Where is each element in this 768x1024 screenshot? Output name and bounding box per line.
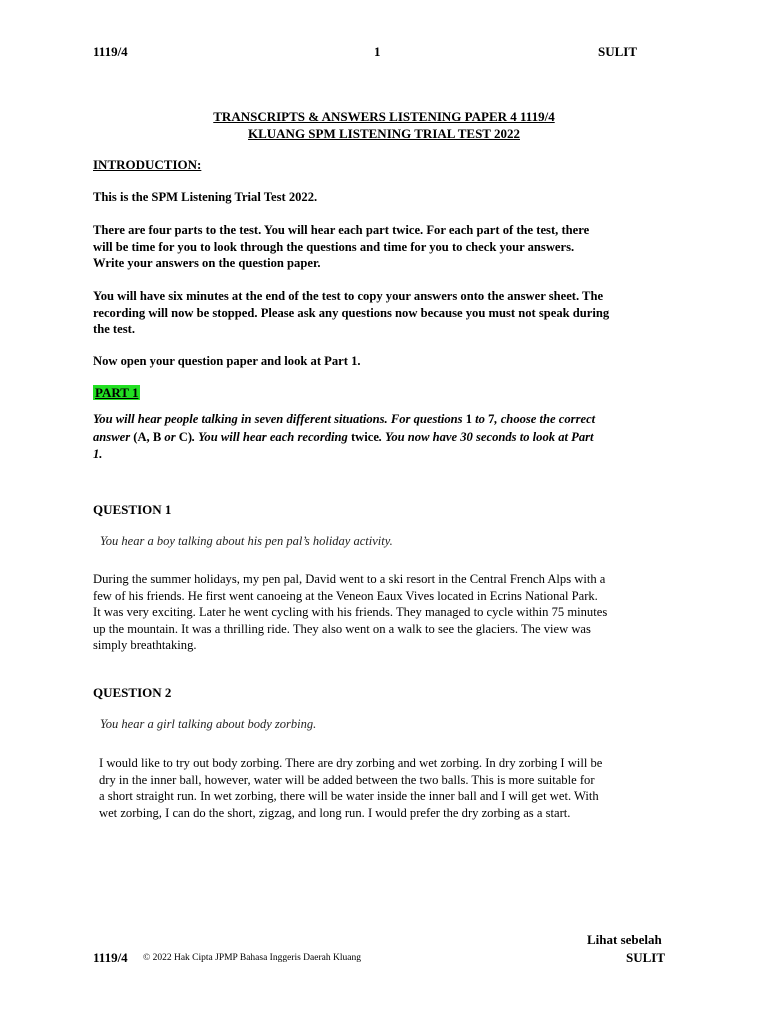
transcript-line: I would like to try out body zorbing. There are dry zorbing and wet zorbing. In dry zorbing I will be (99, 756, 603, 770)
instr-text: or (164, 429, 176, 444)
instr-text: 1. (93, 447, 103, 461)
header-code: 1119/4 (93, 44, 128, 59)
transcript-line: up the mountain. It was a thrilling ride. They also went on a walk to see the glaciers. The view was (93, 621, 591, 636)
instr-text: You will hear people talking in seven different situations. For questions (93, 412, 466, 426)
transcript-line: few of his friends. He first went canoeing at the Veneon Eaux Vives located in Ecrins National Park. (93, 588, 598, 603)
question-2-transcript (99, 755, 679, 821)
instr-text: answer (93, 429, 134, 444)
intro-paragraph-2 (93, 222, 678, 272)
intro-paragraph-3 (93, 288, 678, 338)
instr-text: , choose the correct (494, 412, 596, 426)
instr-num: 7 (488, 412, 495, 426)
instr-text: . You will hear each recording (192, 429, 351, 444)
header-status: SULIT (598, 44, 638, 59)
transcript-line: a short straight run. In wet zorbing, there will be water inside the inner ball and I will get wet. With (99, 789, 599, 804)
question-1-heading: QUESTION 1 (93, 502, 172, 517)
intro-heading: INTRODUCTION: (93, 157, 202, 172)
transcript-line: simply breathtaking. (93, 638, 197, 653)
intro-paragraph-3-line: recording will now be stopped. Please ask any questions now because you must not speak during (93, 305, 610, 320)
part-1-highlight: PART 1 (95, 385, 139, 400)
intro-paragraph-2-line: will be time for you to look through the questions and time for you to check your answers. (93, 239, 575, 254)
transcript-line: During the summer holidays, my pen pal, David went to a ski resort in the Central French Alps with a (93, 572, 606, 586)
instr-options: C) (175, 429, 193, 444)
intro-paragraph-3-line: the test. (93, 322, 135, 337)
part-1-label (93, 385, 678, 402)
question-2-scenario: You hear a girl talking about body zorbing. (100, 717, 317, 731)
intro-paragraph-4: Now open your question paper and look at Part 1. (93, 354, 361, 368)
document-title-line-2: KLUANG SPM LISTENING TRIAL TEST 2022 (248, 126, 520, 141)
question-2-heading: QUESTION 2 (93, 685, 172, 700)
document-title-line-1: TRANSCRIPTS & ANSWERS LISTENING PAPER 4 1119/4 (213, 109, 555, 124)
part-1-instructions (93, 411, 678, 464)
footer-copyright: © 2022 Hak Cipta JPMP Bahasa Inggeris Daerah Kluang (143, 953, 361, 963)
transcript-line: It was very exciting. Later he went cycling with his friends. They managed to cycle within 75 minutes (93, 605, 608, 620)
transcript-line: wet zorbing, I can do the short, zigzag, and long run. I would prefer the dry zorbing as a start. (99, 805, 571, 820)
footer-next-page: Lihat sebelah (587, 932, 662, 947)
instr-text: to (472, 412, 489, 426)
instr-emphasis: twice (350, 429, 379, 444)
intro-paragraph-2-line: Write your answers on the question paper. (93, 256, 321, 271)
page-number: 1 (374, 44, 381, 59)
footer-code: 1119/4 (93, 950, 128, 965)
instr-num: 1 (465, 412, 473, 426)
question-1-scenario: You hear a boy talking about his pen pal’s holiday activity. (100, 534, 393, 548)
intro-paragraph-3-line: You will have six minutes at the end of the test to copy your answers onto the answer sheet. The (93, 289, 604, 303)
intro-paragraph-2-line: There are four parts to the test. You will hear each part twice. For each part of the test, there (93, 223, 590, 237)
intro-paragraph-1: This is the SPM Listening Trial Test 2022. (93, 190, 318, 204)
transcript-line: dry in the inner ball, however, water will be added between the two balls. This is more suitable for (99, 772, 595, 787)
footer-status: SULIT (626, 950, 666, 965)
instr-text: . You now have 30 seconds to look at Part (378, 429, 594, 444)
instr-options: (A, B (133, 429, 165, 444)
question-1-transcript (93, 571, 683, 654)
